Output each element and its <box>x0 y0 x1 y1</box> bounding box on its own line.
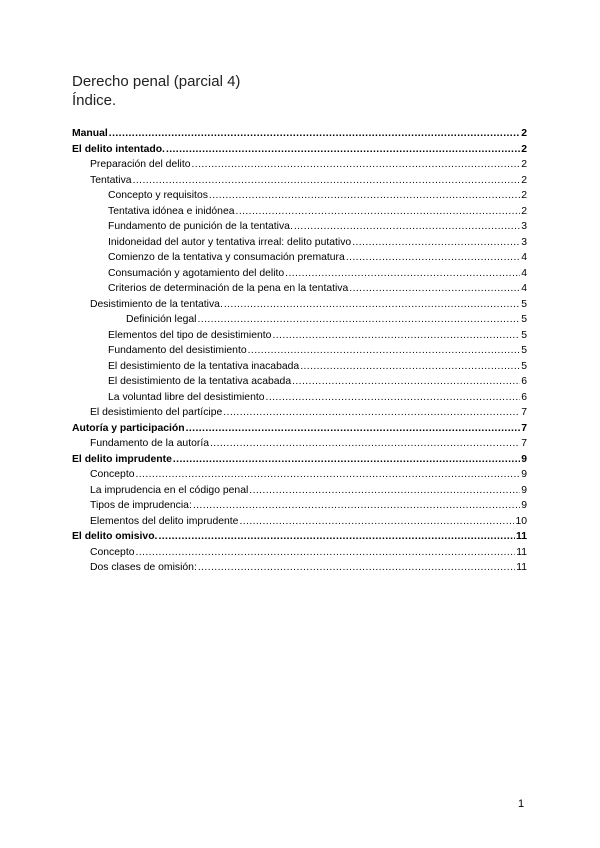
toc-entry-page: 3 <box>521 236 527 248</box>
toc-entry-label: El desistimiento de la tentativa acabada <box>108 376 292 387</box>
toc-dot-leader <box>186 421 521 437</box>
toc-dot-leader <box>210 436 520 452</box>
toc-dot-leader <box>300 359 520 375</box>
toc-entry-label: La voluntad libre del desistimiento <box>108 391 265 403</box>
toc-entry[interactable] <box>72 281 527 297</box>
toc-entry-label: Manual <box>72 128 108 139</box>
toc-entry-page: 11 <box>516 531 527 542</box>
toc-entry[interactable] <box>72 560 527 576</box>
page-number: 1 <box>518 798 525 810</box>
toc-entry-label: Fundamento del desistimiento <box>108 345 247 356</box>
toc-entry[interactable] <box>72 390 527 406</box>
toc-dot-leader <box>193 498 520 514</box>
toc-entry-label: Concepto y requisitos <box>108 190 208 201</box>
toc-entry-page: 4 <box>521 252 527 263</box>
toc-entry-page: 3 <box>521 221 527 232</box>
toc-dot-leader <box>197 312 520 328</box>
toc-entry[interactable] <box>72 312 527 328</box>
toc-entry-label: El delito omisivo. <box>72 531 158 542</box>
toc-entry-page: 9 <box>521 453 527 465</box>
toc-entry-page: 5 <box>521 298 527 310</box>
toc-dot-leader <box>292 374 520 390</box>
toc-entry-page: 5 <box>521 345 527 356</box>
toc-entry-label: El desistimiento de la tentativa inacabada <box>108 360 300 372</box>
toc-entry-page: 5 <box>521 314 527 325</box>
toc-entry-label: Tentativa idónea e inidónea <box>108 205 235 217</box>
toc-entry-page: 9 <box>521 500 527 511</box>
toc-entry-page: 7 <box>521 422 527 434</box>
toc-entry-label: Concepto <box>90 546 135 558</box>
toc-entry[interactable] <box>72 421 527 437</box>
toc-dot-leader <box>285 266 520 282</box>
toc-entry-label: Consumación y agotamiento del delito <box>108 267 285 279</box>
toc-entry[interactable] <box>72 250 527 266</box>
toc-dot-leader <box>173 452 520 468</box>
table-of-contents <box>72 126 527 576</box>
toc-entry-page: 5 <box>521 329 527 341</box>
toc-dot-leader <box>158 529 515 545</box>
document-title: Derecho penal (parcial 4) <box>72 73 241 90</box>
toc-entry-page: 9 <box>521 469 527 480</box>
toc-entry-label: Preparación del delito <box>90 159 191 170</box>
toc-entry[interactable] <box>72 126 527 142</box>
toc-entry-page: 2 <box>521 159 527 170</box>
toc-entry[interactable] <box>72 545 527 561</box>
toc-entry-label: Tentativa <box>90 174 132 186</box>
toc-dot-leader <box>224 297 520 313</box>
toc-entry-page: 2 <box>521 128 527 139</box>
toc-entry-page: 2 <box>521 205 527 217</box>
toc-dot-leader <box>192 157 521 173</box>
toc-entry-page: 9 <box>521 484 527 496</box>
toc-dot-leader <box>352 235 520 251</box>
toc-dot-leader <box>248 343 521 359</box>
toc-entry[interactable] <box>72 467 527 483</box>
toc-dot-leader <box>166 142 520 158</box>
toc-entry-label: Comienzo de la tentativa y consumación prematura <box>108 252 345 263</box>
toc-entry-label: La imprudencia en el código penal <box>90 484 249 496</box>
toc-dot-leader <box>272 328 520 344</box>
toc-entry-page: 4 <box>521 283 527 294</box>
toc-entry-label: Desistimiento de la tentativa. <box>90 298 223 310</box>
toc-entry[interactable] <box>72 173 527 189</box>
toc-entry-label: Inidoneidad del autor y tentativa irreal: delito putativo <box>108 236 352 248</box>
toc-entry-label: El delito intentado. <box>72 143 165 155</box>
toc-entry-page: 2 <box>521 190 527 201</box>
toc-entry-label: Dos clases de omisión: <box>90 562 197 573</box>
toc-dot-leader <box>198 560 515 576</box>
toc-entry-page: 11 <box>516 562 527 573</box>
toc-entry-label: Fundamento de punición de la tentativa. <box>108 221 293 232</box>
toc-entry-label: Tipos de imprudencia: <box>90 500 192 511</box>
toc-entry[interactable] <box>72 436 527 452</box>
toc-dot-leader <box>239 514 514 530</box>
toc-entry-page: 2 <box>521 174 527 186</box>
toc-dot-leader <box>236 204 521 220</box>
toc-entry[interactable] <box>72 374 527 390</box>
toc-dot-leader <box>266 390 521 406</box>
toc-entry[interactable] <box>72 514 527 530</box>
toc-entry[interactable] <box>72 142 527 158</box>
toc-entry-label: Definición legal <box>126 314 197 325</box>
toc-entry-page: 7 <box>521 407 527 418</box>
toc-entry[interactable] <box>72 235 527 251</box>
toc-dot-leader <box>133 173 521 189</box>
toc-entry-label: Elementos del delito imprudente <box>90 515 239 527</box>
toc-dot-leader <box>346 250 520 266</box>
toc-entry-label: Elementos del tipo de desistimiento <box>108 329 272 341</box>
toc-dot-leader <box>135 545 515 561</box>
toc-entry-page: 2 <box>521 143 527 155</box>
toc-entry-page: 6 <box>521 376 527 387</box>
toc-dot-leader <box>109 126 520 142</box>
index-heading: Índice. <box>72 92 117 109</box>
toc-entry-label: Concepto <box>90 469 135 480</box>
toc-entry-label: El delito imprudente <box>72 453 172 465</box>
toc-entry[interactable] <box>72 343 527 359</box>
toc-entry-label: El desistimiento del partícipe <box>90 407 223 418</box>
toc-entry[interactable] <box>72 405 527 421</box>
toc-entry[interactable] <box>72 328 527 344</box>
toc-entry[interactable] <box>72 359 527 375</box>
toc-dot-leader <box>135 467 520 483</box>
toc-entry-page: 6 <box>521 391 527 403</box>
toc-dot-leader <box>223 405 520 421</box>
toc-dot-leader <box>249 483 520 499</box>
toc-entry-page: 4 <box>521 267 527 279</box>
toc-dot-leader <box>294 219 520 235</box>
toc-entry[interactable] <box>72 219 527 235</box>
toc-entry[interactable] <box>72 266 527 282</box>
toc-dot-leader <box>209 188 520 204</box>
toc-entry[interactable] <box>72 452 527 468</box>
toc-entry-label: Fundamento de la autoría <box>90 438 209 449</box>
toc-entry[interactable] <box>72 188 527 204</box>
toc-entry[interactable] <box>72 483 527 499</box>
toc-entry[interactable] <box>72 157 527 173</box>
toc-dot-leader <box>349 281 520 297</box>
toc-entry[interactable] <box>72 529 527 545</box>
toc-entry-page: 5 <box>521 360 527 372</box>
toc-entry[interactable] <box>72 297 527 313</box>
toc-entry-page: 10 <box>515 515 527 527</box>
toc-entry-page: 7 <box>521 438 527 449</box>
toc-entry-label: Autoría y participación <box>72 422 185 434</box>
toc-entry-page: 11 <box>516 546 527 558</box>
toc-entry-label: Criterios de determinación de la pena en la tentativa <box>108 283 349 294</box>
toc-entry[interactable] <box>72 498 527 514</box>
toc-entry[interactable] <box>72 204 527 220</box>
